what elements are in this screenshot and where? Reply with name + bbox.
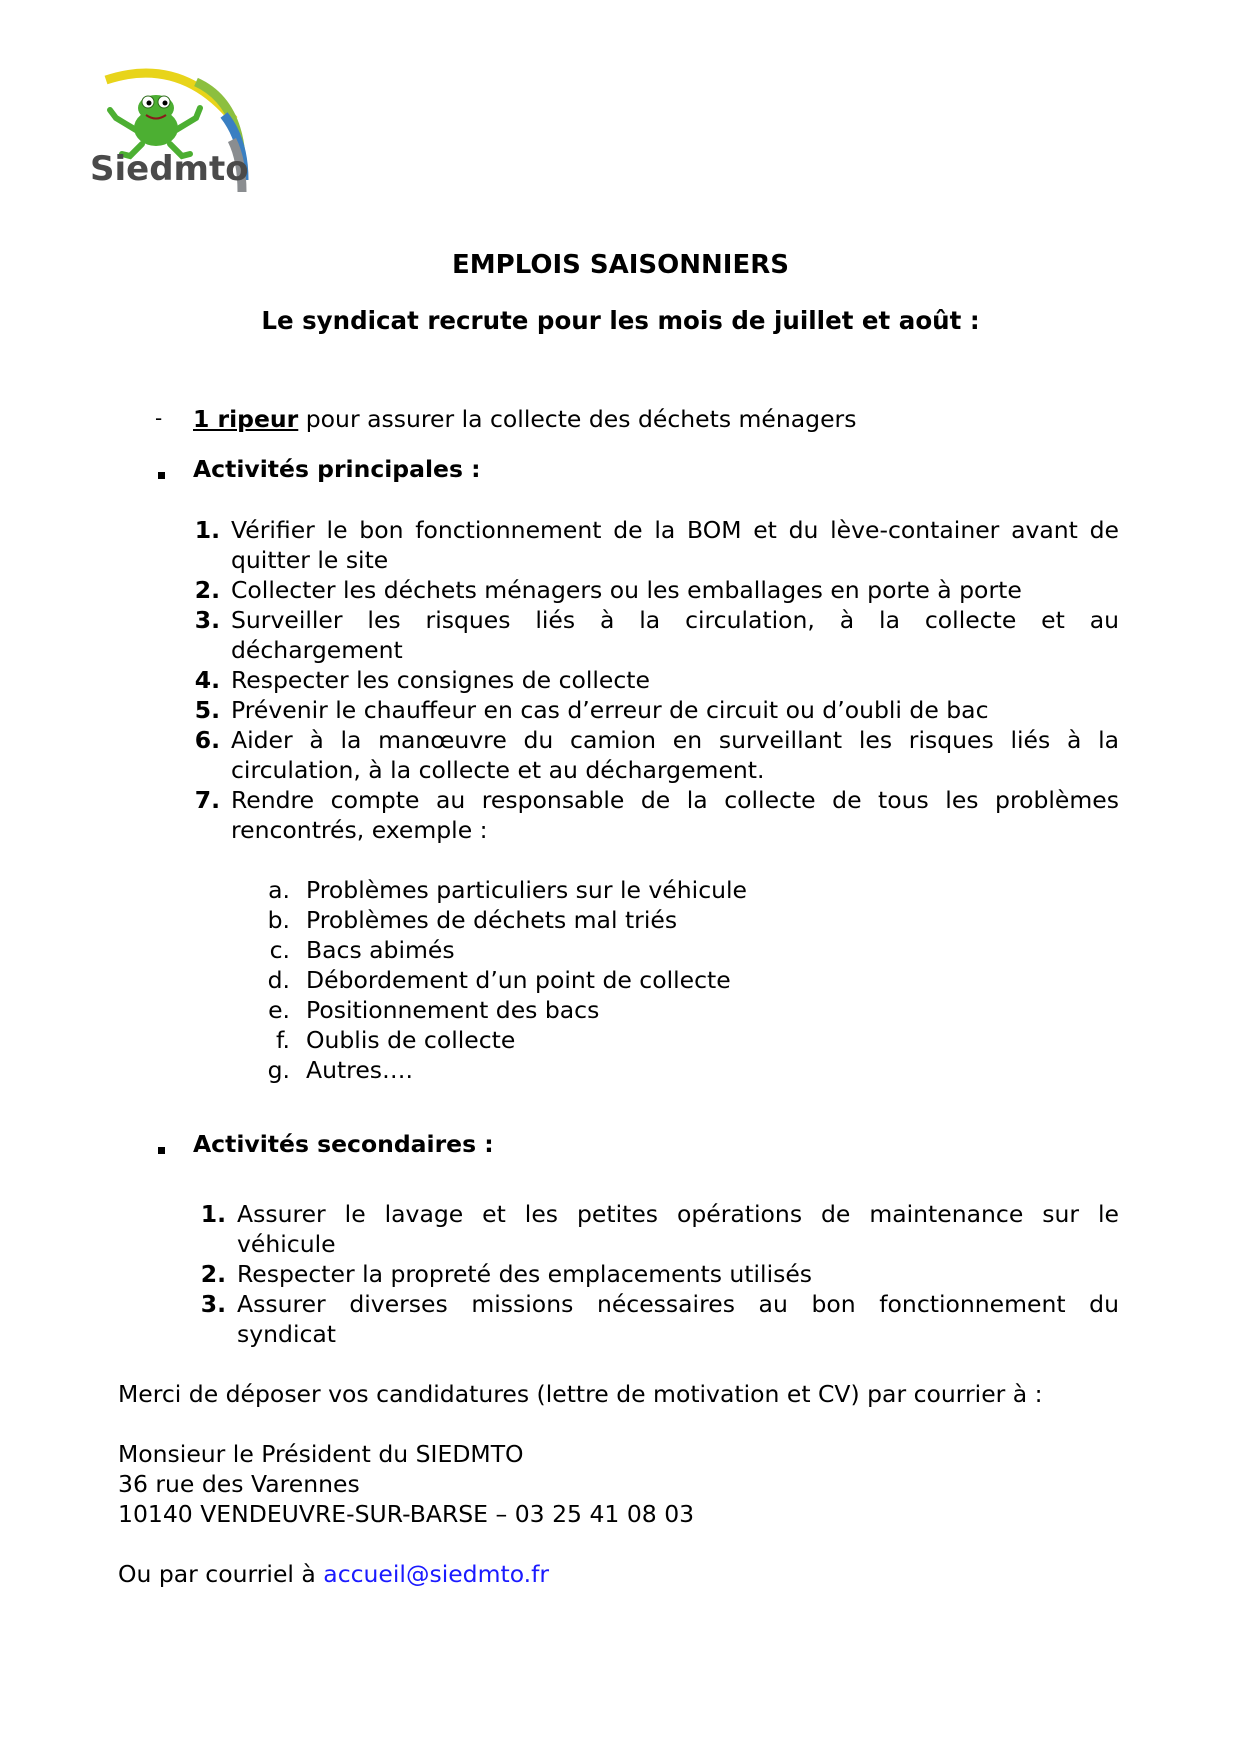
main-item-3-line1: Surveiller les risques liés à la circulation, à la collecte et au	[231, 606, 1119, 634]
subitem-e-text: Positionnement des bacs	[306, 996, 600, 1024]
main-item-7-line2: rencontrés, exemple :	[231, 816, 488, 844]
secondary-item-1-line1: Assurer le lavage et les petites opérations de maintenance sur le	[237, 1200, 1119, 1228]
main-item-2-num: 2.	[194, 576, 220, 604]
secondary-item-1-line2: véhicule	[237, 1230, 336, 1258]
main-item-4-num: 4.	[194, 666, 220, 694]
address-line-3: 10140 VENDEUVRE-SUR-BARSE – 03 25 41 08 03	[118, 1500, 695, 1528]
job-dash: -	[155, 406, 163, 430]
main-item-1-line2: quitter le site	[231, 546, 389, 574]
siedmto-logo	[86, 60, 254, 196]
secondary-item-1-num: 1.	[200, 1200, 226, 1228]
main-item-3-num: 3.	[194, 606, 220, 634]
main-item-5-line1: Prévenir le chauffeur en cas d’erreur de circuit ou d’oubli de bac	[231, 696, 989, 724]
email-prefix: Ou par courriel à	[118, 1560, 316, 1588]
main-item-1-line1: Vérifier le bon fonctionnement de la BOM et du lève-container avant de	[231, 516, 1119, 544]
email-link[interactable]: accueil@siedmto.fr	[323, 1560, 550, 1588]
subitem-d-text: Débordement d’un point de collecte	[306, 966, 731, 994]
logo-text: Siedmto	[90, 149, 249, 189]
main-item-6-line1: Aider à la manœuvre du camion en surveillant les risques liés à la	[231, 726, 1119, 754]
subitem-c-text: Bacs abimés	[306, 936, 455, 964]
main-activities-heading: Activités principales :	[193, 455, 481, 483]
subitem-b-text: Problèmes de déchets mal triés	[306, 906, 678, 934]
secondary-item-2-line1: Respecter la propreté des emplacements utilisés	[237, 1260, 813, 1288]
subitem-e-letter: e.	[268, 996, 290, 1024]
subitem-a-letter: a.	[268, 876, 290, 904]
frog-icon	[110, 95, 200, 156]
secondary-item-3-line1: Assurer diverses missions nécessaires au bon fonctionnement du	[237, 1290, 1119, 1318]
main-item-7-line1: Rendre compte au responsable de la collecte de tous les problèmes	[231, 786, 1119, 814]
job-line	[193, 404, 856, 434]
main-item-3-line2: déchargement	[231, 636, 403, 664]
subitem-f-text: Oublis de collecte	[306, 1026, 516, 1054]
main-item-2-line1: Collecter les déchets ménagers ou les emballages en porte à porte	[231, 576, 1022, 604]
main-item-6-num: 6.	[194, 726, 220, 754]
subitem-g-letter: g.	[267, 1056, 290, 1084]
secondary-item-2-num: 2.	[200, 1260, 226, 1288]
subitem-c-letter: c.	[269, 936, 290, 964]
main-item-7-num: 7.	[194, 786, 220, 814]
subitem-a-text: Problèmes particuliers sur le véhicule	[306, 876, 747, 904]
address-line-2: 36 rue des Varennes	[118, 1470, 360, 1498]
address-line-1: Monsieur le Président du SIEDMTO	[118, 1440, 524, 1468]
job-desc: pour assurer la collecte des déchets ménagers	[305, 405, 857, 433]
page-subtitle: Le syndicat recrute pour les mois de juillet et août :	[261, 306, 980, 335]
email-line	[118, 1560, 549, 1588]
main-item-4-line1: Respecter les consignes de collecte	[231, 666, 650, 694]
subitem-d-letter: d.	[267, 966, 290, 994]
main-item-1-num: 1.	[194, 516, 220, 544]
closing-text: Merci de déposer vos candidatures (lettre de motivation et CV) par courrier à :	[118, 1380, 1043, 1408]
secondary-item-3-line2: syndicat	[237, 1320, 337, 1348]
secondary-activities-heading: Activités secondaires :	[193, 1130, 494, 1158]
bullet-main	[158, 472, 165, 479]
subitem-b-letter: b.	[267, 906, 290, 934]
page-title: EMPLOIS SAISONNIERS	[452, 250, 789, 280]
bullet-secondary	[158, 1147, 165, 1154]
main-item-6-line2: circulation, à la collecte et au déchargement.	[231, 756, 765, 784]
subitem-g-text: Autres….	[306, 1056, 414, 1084]
secondary-item-3-num: 3.	[200, 1290, 226, 1318]
main-item-5-num: 5.	[194, 696, 220, 724]
subitem-f-letter: f.	[275, 1026, 290, 1054]
job-name: 1 ripeur	[193, 405, 299, 433]
